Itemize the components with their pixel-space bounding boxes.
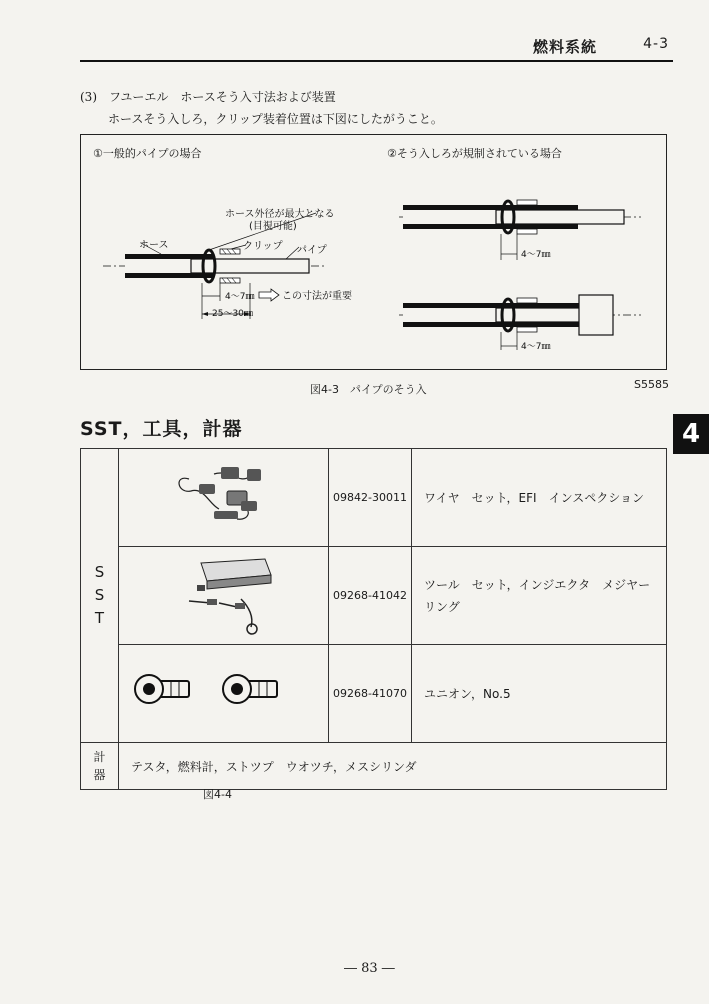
dim-small-label: 4～7㎜ bbox=[225, 292, 255, 302]
dim-right-top-label: 4～7㎜ bbox=[521, 250, 551, 260]
category-letter: T bbox=[94, 609, 105, 627]
hose-label: ホース bbox=[139, 240, 169, 251]
part-name: ワイヤ セット，EFI インスペクション bbox=[412, 449, 667, 547]
right-bottom-diagram bbox=[399, 295, 641, 350]
note-visible: (目視可能) bbox=[249, 221, 297, 232]
category-letter: S bbox=[94, 586, 105, 604]
section-description: ホースそう入しろ，クリップ装着位置は下図にしたがうこと。 bbox=[108, 112, 443, 126]
section-heading bbox=[80, 88, 336, 105]
chapter-tab: 4 bbox=[673, 414, 709, 454]
table-row bbox=[81, 645, 667, 743]
table-row bbox=[81, 743, 667, 790]
dim-right-bottom-label: 4～7㎜ bbox=[521, 342, 551, 352]
right-top-diagram bbox=[399, 200, 641, 260]
subsection-title: フユーエル ホースそう入寸法および装置 bbox=[109, 90, 336, 104]
right-figure-title: ②そう入しろが規制されている場合 bbox=[387, 147, 562, 160]
section-number: 4-3 bbox=[643, 36, 669, 52]
category-char: 計 bbox=[93, 750, 106, 764]
wire-set-drawing bbox=[119, 449, 328, 543]
table-row bbox=[81, 547, 667, 645]
wire-set-image bbox=[119, 449, 329, 547]
left-figure-title: ①一般的パイプの場合 bbox=[93, 147, 202, 160]
meters-list: テスタ，燃料計，ストツプ ウオツチ，メスシリンダ bbox=[119, 743, 667, 790]
chapter-title: 燃料系統 bbox=[532, 38, 597, 56]
union-image bbox=[119, 645, 329, 743]
header-rule bbox=[80, 60, 673, 62]
figure-code: S5585 bbox=[634, 378, 669, 391]
category-letter: S bbox=[94, 563, 105, 581]
hose-insertion-figure bbox=[80, 134, 667, 370]
dim-large-label: 25～30㎜ bbox=[212, 309, 253, 319]
meter-category-cell bbox=[81, 743, 119, 790]
union-drawing bbox=[119, 645, 328, 739]
dim-important-label: この寸法が重要 bbox=[282, 291, 352, 302]
tool-set-drawing bbox=[119, 547, 328, 641]
part-number: 09268-41070 bbox=[329, 645, 412, 743]
hose-diagram bbox=[81, 135, 668, 371]
category-char: 器 bbox=[93, 768, 106, 782]
subsection-number: (3) bbox=[80, 90, 97, 104]
clip-label: クリップ bbox=[243, 241, 283, 252]
note-max-diameter: ホース外径が最大となる bbox=[225, 209, 335, 220]
part-name: ツール セット，インジエクタ メジヤーリング bbox=[412, 547, 667, 645]
sst-heading: SST，工具，計器 bbox=[80, 418, 243, 440]
sst-category-cell bbox=[81, 449, 119, 743]
sst-table bbox=[80, 448, 667, 790]
part-number: 09268-41042 bbox=[329, 547, 412, 645]
page-number: ― 83 ― bbox=[344, 961, 395, 976]
tool-set-image bbox=[119, 547, 329, 645]
part-number: 09842-30011 bbox=[329, 449, 412, 547]
table-caption: 図4-4 bbox=[203, 788, 232, 801]
figure-caption: 図4-3 パイプのそう入 bbox=[310, 383, 427, 396]
table-row bbox=[81, 449, 667, 547]
part-name: ユニオン，No.5 bbox=[412, 645, 667, 743]
pipe-label: パイプ bbox=[297, 245, 327, 256]
